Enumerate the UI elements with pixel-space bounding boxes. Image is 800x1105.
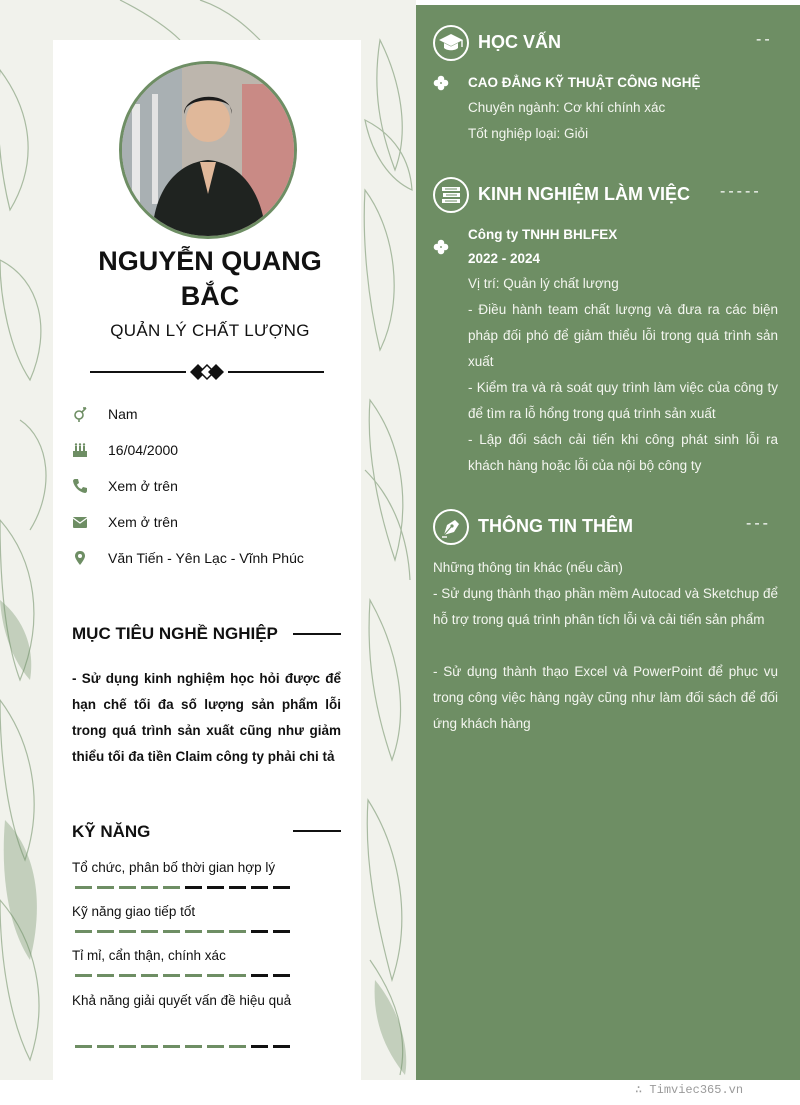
- education-grade: Tốt nghiệp loại: Giỏi: [468, 126, 589, 141]
- skill-segment-filled: [185, 1045, 202, 1048]
- skill-segment-filled: [207, 930, 224, 933]
- skill-segment-empty: [273, 886, 290, 889]
- additional-title-dashes: ---: [746, 515, 771, 532]
- pen-nib-icon: [435, 511, 467, 543]
- skills-title-line: [293, 830, 341, 832]
- skill-segment-empty: [273, 930, 290, 933]
- skill-label: Tổ chức, phân bố thời gian hợp lý: [72, 860, 276, 875]
- full-name: [60, 244, 360, 314]
- skill-segment-empty: [251, 886, 268, 889]
- additional-title: THÔNG TIN THÊM: [478, 516, 633, 536]
- skill-segment-filled: [141, 930, 158, 933]
- experience-duty: - Điều hành team chất lượng và đưa ra các biện pháp đối phó để giảm thiểu lỗi trong quá trình sản xuất: [468, 302, 778, 369]
- experience-company: Công ty TNHH BHLFEX: [468, 227, 618, 242]
- gender-value: Nam: [108, 406, 138, 422]
- skill-segment-filled: [119, 1045, 136, 1048]
- additional-section-icon-wrap: [433, 509, 469, 545]
- experience-period: 2022 - 2024: [468, 251, 541, 266]
- education-title-dashes: --: [756, 31, 773, 48]
- clover-bullet-icon: [433, 239, 449, 255]
- email-value: Xem ở trên: [108, 514, 178, 530]
- experience-position: Vị trí: Quản lý chất lượng: [468, 276, 619, 291]
- skill-segment-filled: [119, 930, 136, 933]
- skill-segment-filled: [229, 1045, 246, 1048]
- skill-segment-filled: [185, 930, 202, 933]
- info-email: [72, 511, 352, 533]
- location-pin-icon: [72, 550, 88, 566]
- skill-segment-filled: [141, 886, 158, 889]
- name-line-2: BẮC: [180, 281, 240, 311]
- info-birthday: [72, 439, 352, 461]
- experience-section-icon-wrap: [433, 177, 469, 213]
- skill-segment-filled: [163, 1045, 180, 1048]
- birthday-cake-icon: [72, 442, 88, 458]
- skill-label: Tỉ mỉ, cẩn thận, chính xác: [72, 948, 226, 963]
- experience-duty: - Lập đối sách cải tiến khi công phát sinh lỗi ra khách hàng hoặc lỗi của nội bộ công ty: [468, 432, 778, 473]
- skill-segment-filled: [75, 930, 92, 933]
- skill-segment-empty: [273, 1045, 290, 1048]
- experience-title: KINH NGHIỆM LÀM VIỆC: [478, 184, 691, 204]
- skill-segment-filled: [141, 974, 158, 977]
- skill-segment-empty: [251, 930, 268, 933]
- email-icon: [72, 514, 88, 530]
- skill-segment-filled: [97, 974, 114, 977]
- skill-segment-filled: [207, 974, 224, 977]
- skill-segment-empty: [251, 1045, 268, 1048]
- info-gender: [72, 403, 352, 425]
- skill-segment-filled: [163, 974, 180, 977]
- skill-segment-filled: [119, 886, 136, 889]
- skill-segment-filled: [229, 974, 246, 977]
- objective-title-line: [293, 633, 341, 635]
- skill-segment-empty: [251, 974, 268, 977]
- skill-segment-filled: [75, 974, 92, 977]
- skills-title: KỸ NĂNG: [72, 822, 151, 841]
- address-value: Văn Tiến - Yên Lạc - Vĩnh Phúc: [108, 550, 304, 566]
- education-school: CAO ĐẲNG KỸ THUẬT CÔNG NGHỆ: [468, 75, 701, 90]
- skill-segment-filled: [163, 930, 180, 933]
- skill-segment-filled: [119, 974, 136, 977]
- additional-item: - Sử dụng thành thạo Excel và PowerPoint để phục vụ trong công việc hàng ngày cũng như làm đối sách để đối ứng khách hàng: [433, 664, 778, 731]
- skill-segment-empty: [273, 974, 290, 977]
- graduation-cap-icon: [435, 27, 467, 59]
- site-watermark: ∴ Timviec365.vn: [635, 1083, 744, 1097]
- skill-segment-filled: [97, 886, 114, 889]
- skill-segment-filled: [229, 930, 246, 933]
- education-major: Chuyên ngành: Cơ khí chính xác: [468, 100, 666, 115]
- phone-icon: [72, 478, 88, 494]
- clover-bullet-icon: [433, 75, 449, 91]
- objective-title: MỤC TIÊU NGHỀ NGHIỆP: [72, 624, 278, 643]
- additional-intro: Những thông tin khác (nếu cần): [433, 560, 623, 575]
- objective-text: - Sử dụng kinh nghiệm học hỏi được để hạn chế tối đa số lượng sản phẩm lỗi trong quá trình sản xuất cũng như giảm thiểu tối đa tiền Claim công ty phải chi tả: [72, 671, 341, 764]
- additional-item: - Sử dụng thành thạo phần mềm Autocad và Sketchup để hỗ trợ trong quá trình phân tích lỗi và cải tiến sản phẩm: [433, 586, 778, 627]
- skill-segment-filled: [75, 886, 92, 889]
- skill-label: Kỹ năng giao tiếp tốt: [72, 904, 196, 919]
- skill-segment-empty: [207, 886, 224, 889]
- skill-segment-filled: [163, 886, 180, 889]
- stacked-books-icon: [435, 179, 467, 211]
- info-address: [72, 547, 352, 569]
- person-photo-icon: [122, 64, 294, 236]
- info-phone: [72, 475, 352, 497]
- skill-segment-filled: [97, 1045, 114, 1048]
- name-line-1: NGUYỄN QUANG: [98, 246, 322, 276]
- right-column: [416, 5, 800, 1080]
- experience-duty: - Kiểm tra và rà soát quy trình làm việc của công ty để tìm ra lỗ hổng trong quá trình sản xuất: [468, 380, 778, 421]
- skill-segment-filled: [185, 974, 202, 977]
- skill-segment-filled: [97, 930, 114, 933]
- skill-segment-filled: [141, 1045, 158, 1048]
- education-title: HỌC VẤN: [478, 32, 562, 52]
- gender-icon: [72, 406, 88, 422]
- skill-segment-empty: [229, 886, 246, 889]
- birthday-value: 16/04/2000: [108, 442, 179, 458]
- education-section-icon-wrap: [433, 25, 469, 61]
- skill-segment-filled: [75, 1045, 92, 1048]
- phone-value: Xem ở trên: [108, 478, 178, 494]
- skill-segment-filled: [207, 1045, 224, 1048]
- skill-segment-empty: [185, 886, 202, 889]
- ornament-divider: [90, 362, 324, 382]
- avatar: [119, 61, 297, 239]
- skill-label: Khả năng giải quyết vấn đề hiệu quả: [72, 993, 292, 1008]
- job-title: QUẢN LÝ CHẤT LƯỢNG: [110, 321, 310, 340]
- experience-title-dashes: -----: [720, 183, 762, 200]
